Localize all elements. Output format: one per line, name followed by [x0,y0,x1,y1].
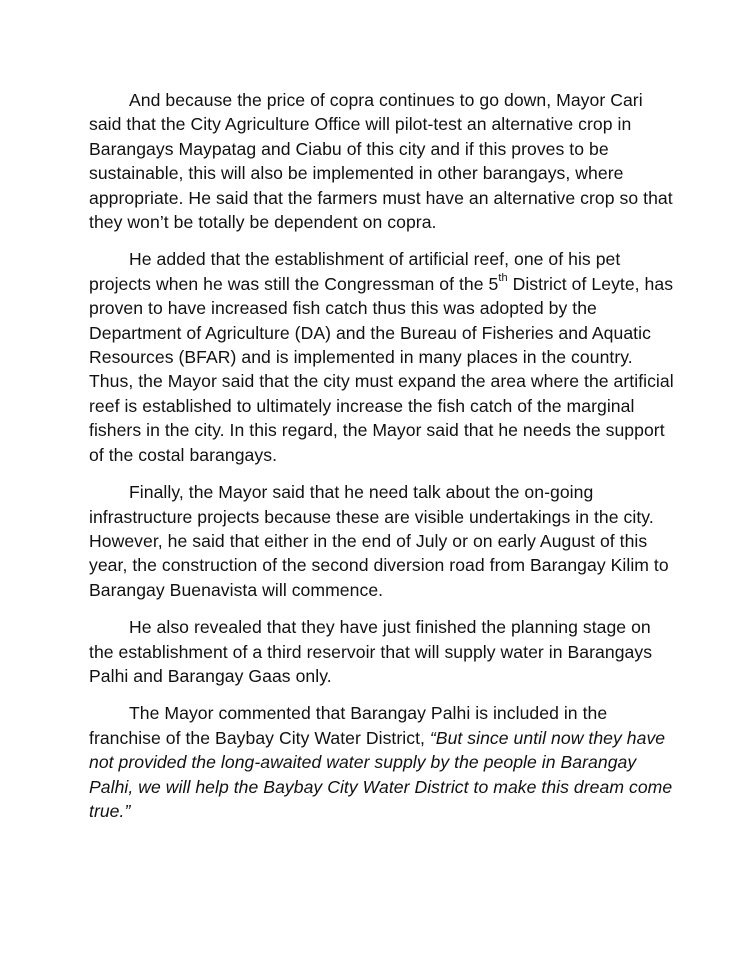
paragraph-reef-text-a: He added that the establishment of artificial reef, one of his pet projects when he was still the Congressman of the 5 [89,249,621,294]
paragraph-water-district [89,701,674,823]
paragraph-copra-text: And because the price of copra continues to go down, Mayor Cari said that the City Agriculture Office will pilot-test an alternative crop in Barangays Maypatag and Ciabu of this city and if this proves to be sustainable, this will also be implemented in other barangays, where appropriate. He said that the farmers must have an alternative crop so that they won’t be totally be dependent on copra. [89,90,673,233]
mayor-quote: “But since until now they have not provided the long-awaited water supply by the people in Barangay Palhi, we will help the Baybay City Water District to make this dream come true.” [89,727,673,821]
document-body [89,88,674,836]
paragraph-copra [89,88,674,234]
paragraph-reservoir [89,615,674,688]
paragraph-artificial-reef [89,247,674,467]
paragraph-water-text: The Mayor commented that Barangay Palhi is included in the franchise of the Baybay City Water District, [89,703,608,748]
paragraph-infrastructure [89,480,674,602]
paragraph-reef-text-b: District of Leyte, has proven to have increased fish catch thus this was adopted by the Department of Agriculture (DA) and the Bureau of Fisheries and Aquatic Resources (BFAR) and is implemented in many places in the country. Thus, the Mayor said that the city must expand the area where the artificial reef is established to ultimately increase the fish catch of the marginal fishers in the city. In this regard, the Mayor said that he needs the support of the costal barangays. [89,273,674,465]
ordinal-superscript: th [498,271,508,284]
paragraph-reservoir-text: He also revealed that they have just finished the planning stage on the establishment of a third reservoir that will supply water in Barangays Palhi and Barangay Gaas only. [89,617,653,686]
paragraph-infrastructure-text: Finally, the Mayor said that he need talk about the on-going infrastructure projects because these are visible undertakings in the city. However, he said that either in the end of July or on early August of this year, the construction of the second diversion road from Barangay Kilim to Barangay Buenavista will commence. [89,482,669,600]
